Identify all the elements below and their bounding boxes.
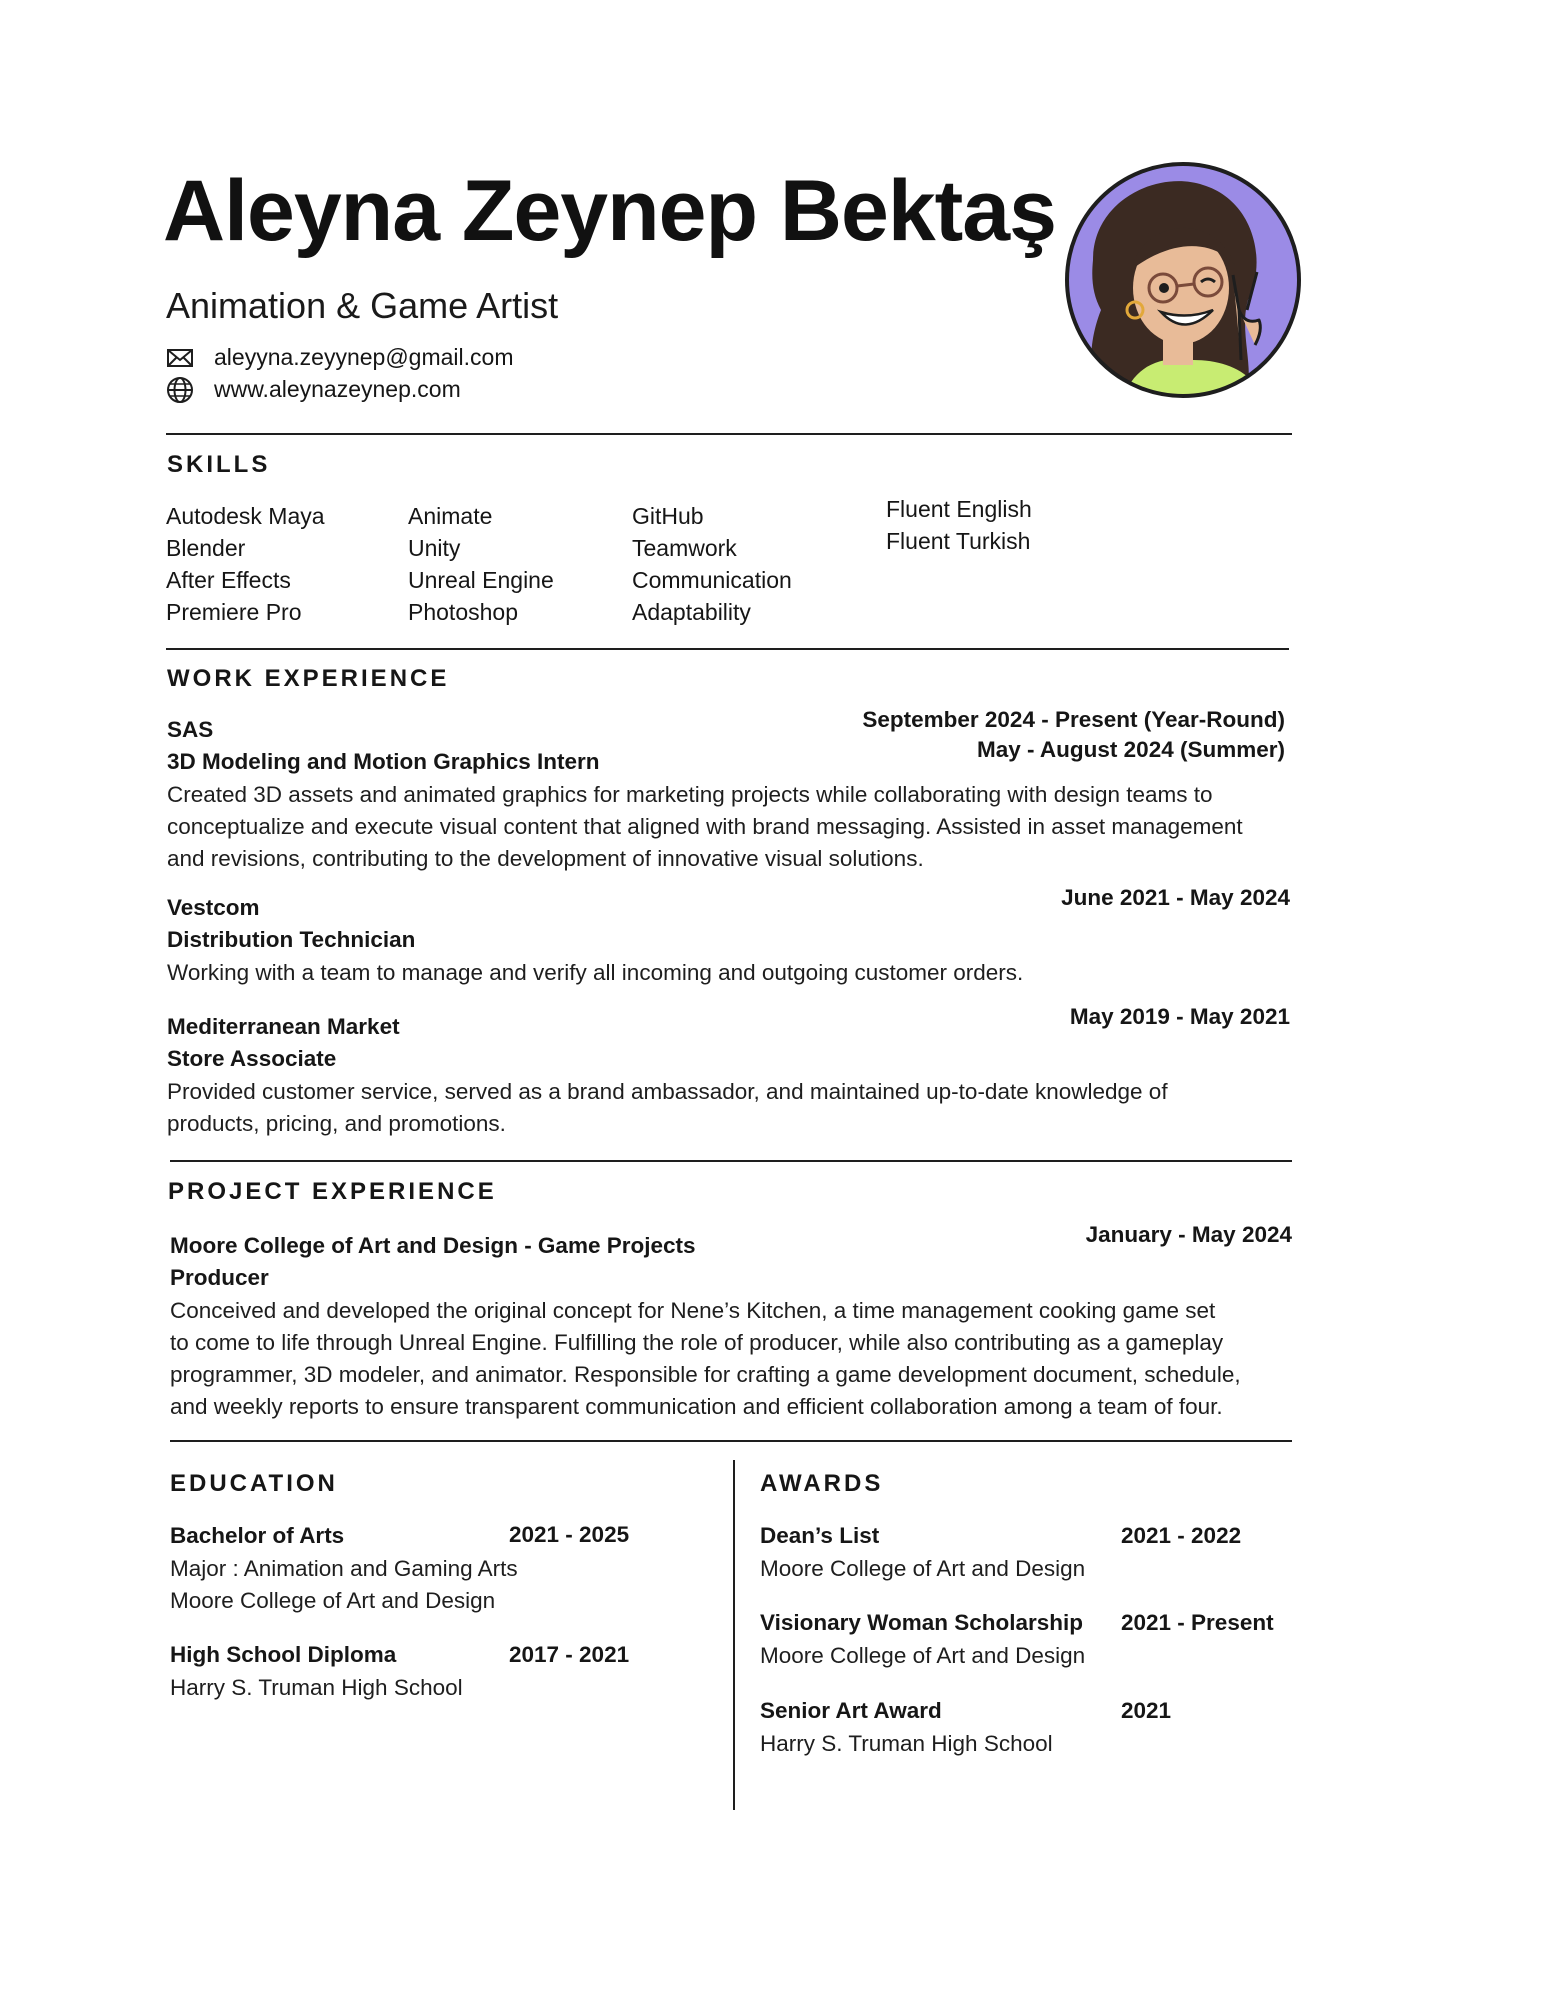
job-description: Created 3D assets and animated graphics for marketing projects while collaborating with design teams to conceptualize and execute visual content that aligned with brand messaging. Assisted in asset management and revisions, contributing to the development of innovative visual solutions. [167, 782, 1243, 871]
education-heading: EDUCATION [170, 1470, 338, 1497]
award-years: 2021 [1121, 1698, 1172, 1723]
skill-item: Premiere Pro [166, 599, 302, 625]
job-company: Mediterranean Market [167, 1014, 400, 1039]
email-row[interactable] [166, 344, 513, 372]
globe-icon [166, 376, 194, 404]
skill-item: GitHub [632, 503, 704, 529]
skill-item: Adaptability [632, 599, 751, 625]
project-role: Producer [170, 1265, 269, 1290]
project-description: Conceived and developed the original concept for Nene’s Kitchen, a time management cooking game set to come to life through Unreal Engine. Fulfilling the role of producer, while also contributing as a gameplay programmer, 3D modeler, and animator. Responsible for crafting a game development document, schedule, and weekly reports to ensure transparent communication and efficient collaboration among a team of four. [170, 1298, 1241, 1419]
avatar [1063, 160, 1303, 400]
award-institution: Moore College of Art and Design [760, 1643, 1086, 1668]
candidate-name: Aleyna Zeynep Bektaş [163, 163, 1056, 259]
job-dates: September 2024 - Present (Year-Round) [862, 707, 1285, 732]
skill-item: Fluent English [886, 496, 1032, 522]
skill-item: Photoshop [408, 599, 518, 625]
award-name: Senior Art Award [760, 1698, 942, 1723]
award-years: 2021 - 2022 [1121, 1523, 1242, 1548]
skills-column-2 [408, 500, 554, 628]
skill-item: Fluent Turkish [886, 528, 1031, 554]
education-details: Harry S. Truman High School [170, 1675, 463, 1700]
education-years: 2021 - 2025 [509, 1522, 630, 1547]
skill-item: After Effects [166, 567, 291, 593]
projects-heading: PROJECT EXPERIENCE [168, 1178, 497, 1205]
skills-heading: SKILLS [167, 451, 271, 478]
skills-column-3 [632, 500, 792, 628]
skills-column-4 [886, 493, 1032, 557]
job-dates: May 2019 - May 2021 [1069, 1004, 1290, 1029]
job-role: 3D Modeling and Motion Graphics Intern [167, 749, 600, 774]
skill-item: Unity [408, 535, 461, 561]
column-divider [733, 1460, 735, 1810]
award-name: Visionary Woman Scholarship [760, 1610, 1084, 1635]
award-institution: Moore College of Art and Design [760, 1556, 1086, 1581]
education-degree: Bachelor of Arts [170, 1523, 345, 1548]
education-details: Major : Animation and Gaming Arts Moore College of Art and Design [170, 1556, 518, 1613]
skill-item: Communication [632, 567, 792, 593]
website-link[interactable]: www.aleynazeynep.com [214, 376, 461, 403]
website-row[interactable] [166, 376, 461, 404]
education-years: 2017 - 2021 [509, 1642, 630, 1667]
skill-item: Blender [166, 535, 246, 561]
award-name: Dean’s List [760, 1523, 880, 1548]
email-link[interactable]: aleyyna.zeyynep@gmail.com [214, 344, 514, 371]
award-institution: Harry S. Truman High School [760, 1731, 1053, 1756]
divider [166, 433, 1292, 435]
job-role: Store Associate [167, 1046, 337, 1071]
skill-item: Animate [408, 503, 493, 529]
candidate-title: Animation & Game Artist [166, 285, 559, 326]
project-name: Moore College of Art and Design - Game Projects [170, 1233, 696, 1258]
divider [170, 1440, 1292, 1442]
job-role: Distribution Technician [167, 927, 416, 952]
mail-icon [166, 344, 194, 372]
job-description: Provided customer service, served as a brand ambassador, and maintained up-to-date knowledge of products, pricing, and promotions. [167, 1079, 1168, 1136]
work-heading: WORK EXPERIENCE [167, 665, 450, 692]
skills-column-1 [166, 500, 325, 628]
divider [170, 1160, 1292, 1162]
education-degree: High School Diploma [170, 1642, 397, 1667]
job-company: Vestcom [167, 895, 260, 920]
skill-item: Autodesk Maya [166, 503, 325, 529]
job-dates: June 2021 - May 2024 [1061, 885, 1290, 910]
skill-item: Unreal Engine [408, 567, 554, 593]
job-company: SAS [167, 717, 214, 742]
awards-heading: AWARDS [760, 1470, 884, 1497]
skill-item: Teamwork [632, 535, 737, 561]
project-dates: January - May 2024 [1085, 1222, 1292, 1247]
award-years: 2021 - Present [1121, 1610, 1274, 1635]
divider [166, 648, 1289, 650]
job-description: Working with a team to manage and verify all incoming and outgoing customer orders. [167, 960, 1024, 985]
job-dates: May - August 2024 (Summer) [977, 737, 1285, 762]
